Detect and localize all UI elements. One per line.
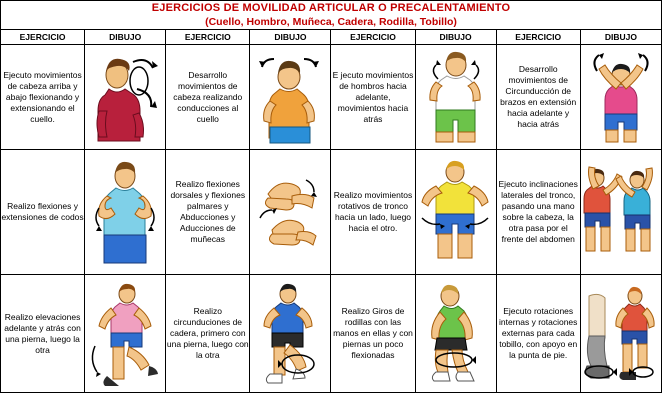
table-row xyxy=(1,150,662,275)
table-row xyxy=(1,275,662,393)
exercise-text: E jecuto movimientos de hombros hacia adelante, movimientos hacia atrás xyxy=(331,45,415,150)
document-title xyxy=(1,1,662,30)
exercise-text: Desarrollo movimientos de Circunducción de brazos en extensión hacia adelante y hacia atrás xyxy=(496,45,580,150)
title-row xyxy=(1,1,662,30)
shoulder-rotation-figure xyxy=(415,45,496,150)
title-line-1: EJERCICIOS DE MOVILIDAD ARTICULAR O PRECALENTAMIENTO xyxy=(151,2,511,14)
exercise-text: Realizo movimientos rotativos de tronco hacia un lado, luego hacia el otro. xyxy=(331,150,415,275)
table-row xyxy=(1,45,662,150)
arm-circumduction-figure xyxy=(580,45,661,150)
header-exercise-4: EJERCICIO xyxy=(496,30,580,45)
exercise-text: Realizo circunduciones de cadera, primero con una pierna, luego con la otra xyxy=(166,275,250,393)
elbow-flexion-figure xyxy=(85,150,166,275)
exercise-text: Ejecuto movimientos de cabeza arriba y abajo flexionando y extensionando el cuello. xyxy=(1,45,85,150)
header-row xyxy=(1,30,662,45)
exercise-text: Realizo elevaciones adelante y atrás con una pierna, luego la otra xyxy=(1,275,85,393)
leg-raise-figure xyxy=(85,275,166,393)
header-drawing-3: DIBUJO xyxy=(415,30,496,45)
ankle-rotation-figures xyxy=(580,275,661,393)
exercise-text: Realizo flexiones y extensiones de codos xyxy=(1,150,85,275)
lateral-trunk-bend-figures xyxy=(580,150,661,275)
knee-rotation-figure xyxy=(415,275,496,393)
header-drawing-2: DIBUJO xyxy=(250,30,331,45)
header-exercise-3: EJERCICIO xyxy=(331,30,415,45)
hip-circumduction-figure xyxy=(250,275,331,393)
neck-flexion-extension-figure xyxy=(85,45,166,150)
header-exercise-1: EJERCICIO xyxy=(1,30,85,45)
exercise-text: Desarrollo movimientos de cabeza realizando conducciones al cuello xyxy=(166,45,250,150)
exercise-text: Ejecuto rotaciones internas y rotaciones externas para cada tobillo, con apoyo en la punta de pie. xyxy=(496,275,580,393)
exercise-text: Ejecuto inclinaciones laterales del tronco, pasando una mano sobre la cabeza, la otra pasa por el frente del abdomen xyxy=(496,150,580,275)
exercise-text: Realizo flexiones dorsales y flexiones palmares y Abducciones y Aducciones de muñecas xyxy=(166,150,250,275)
trunk-rotation-figure xyxy=(415,150,496,275)
title-line-2: (Cuello, Hombro, Muñeca, Cadera, Rodilla, Tobillo) xyxy=(205,16,457,28)
wrist-flexion-hands xyxy=(250,150,331,275)
neck-circumduction-figure xyxy=(250,45,331,150)
header-exercise-2: EJERCICIO xyxy=(166,30,250,45)
header-drawing-1: DIBUJO xyxy=(85,30,166,45)
header-drawing-4: DIBUJO xyxy=(580,30,661,45)
exercise-text: Realizo Giros de rodillas con las manos en ellas y con piernas un poco flexionadas xyxy=(331,275,415,393)
